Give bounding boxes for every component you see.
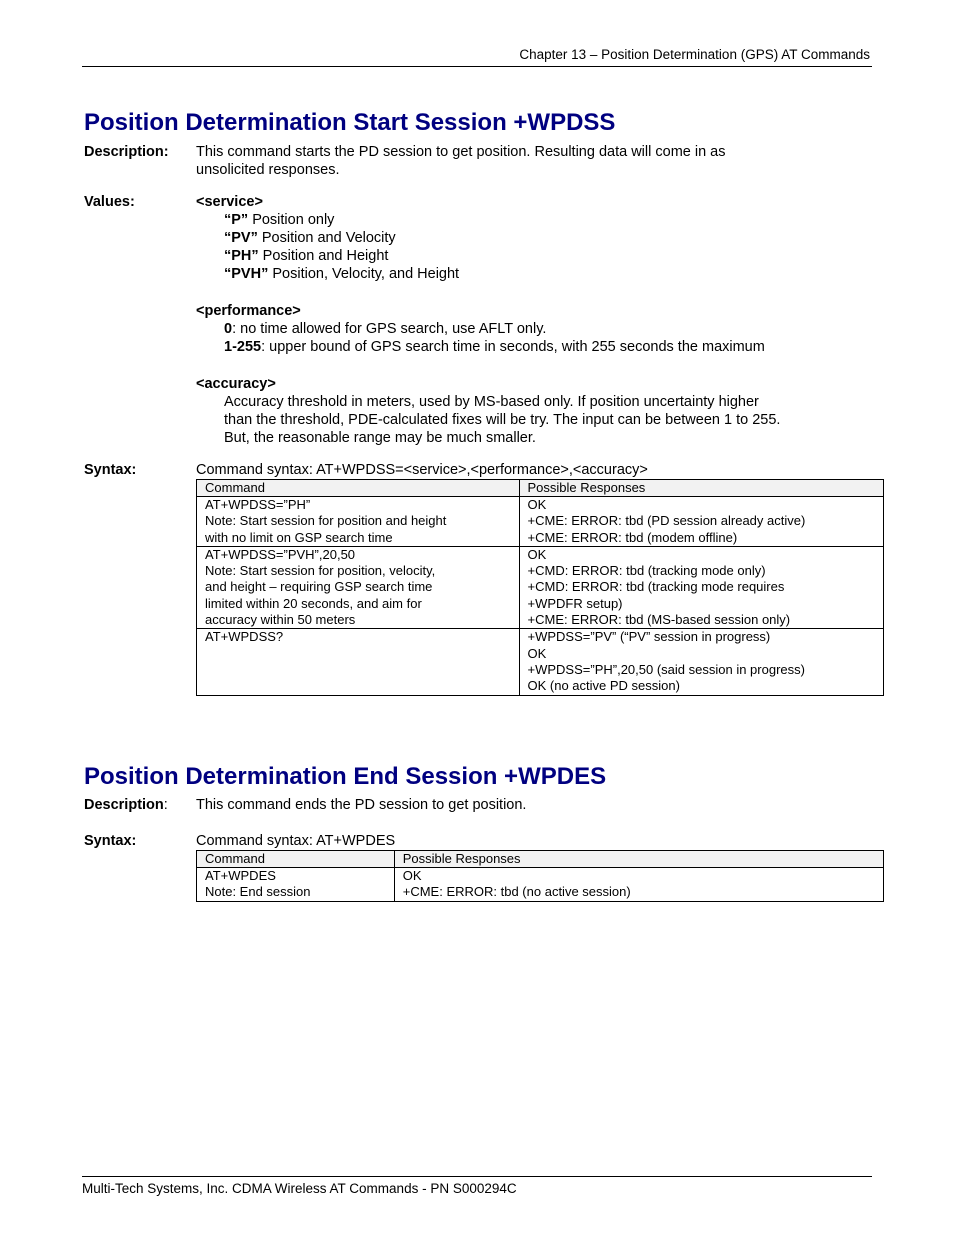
description-label-colon: : xyxy=(163,797,168,813)
wpdes-description: This command ends the PD session to get position. xyxy=(196,797,527,813)
table-row xyxy=(197,546,884,628)
service-desc: Position and Height xyxy=(258,248,389,264)
wpdes-title: Position Determination End Session +WPDES xyxy=(84,763,607,790)
cell-line: +CME: ERROR: tbd (MS-based session only) xyxy=(527,612,791,628)
response-cell xyxy=(519,546,883,628)
table-row xyxy=(197,497,884,547)
cell-line: with no limit on GSP search time xyxy=(205,529,393,545)
service-header: <service> xyxy=(196,194,263,210)
footer-text: Multi-Tech Systems, Inc. CDMA Wireless AT Commands - PN S000294C xyxy=(82,1181,517,1196)
cell-line: AT+WPDES xyxy=(205,868,276,883)
cell-line: Note: Start session for position, velocity, xyxy=(205,563,436,579)
description-line: unsolicited responses. xyxy=(196,162,340,178)
cell-line: +WPDSS=”PV” (“PV” session in progress) xyxy=(527,629,771,645)
cell-line: OK xyxy=(527,645,547,661)
cell-line: +CMD: ERROR: tbd (tracking mode only) xyxy=(527,563,766,579)
service-item xyxy=(196,265,459,283)
wpdes-command-table xyxy=(196,850,884,902)
wpdss-title: Position Determination Start Session +WPDSS xyxy=(84,109,616,136)
performance-desc: : upper bound of GPS search time in seconds, with 255 seconds the maximum xyxy=(261,339,765,355)
description-label-text: Description xyxy=(84,797,164,813)
command-cell xyxy=(197,629,520,695)
cell-line: accuracy within 50 meters xyxy=(205,612,356,628)
cell-line: +CME: ERROR: tbd (PD session already active) xyxy=(527,513,806,529)
cell-line: AT+WPDSS=”PVH”,20,50 xyxy=(205,546,356,562)
table-row xyxy=(197,868,884,902)
cell-line: AT+WPDSS? xyxy=(205,629,284,645)
service-item xyxy=(196,247,459,265)
column-header: Possible Responses xyxy=(394,851,883,868)
cell-line: Note: End session xyxy=(205,884,311,900)
service-desc: Position only xyxy=(248,212,335,228)
service-item xyxy=(196,211,459,229)
service-code: “PVH” xyxy=(224,266,269,282)
wpdss-performance xyxy=(196,302,765,356)
description-line: This command starts the PD session to get position. Resulting data will come in as xyxy=(196,144,726,160)
page-footer xyxy=(82,1176,872,1196)
accuracy-header: <accuracy> xyxy=(196,376,276,392)
service-code: “PV” xyxy=(224,230,258,246)
cell-line: OK xyxy=(527,546,547,562)
response-cell xyxy=(519,629,883,695)
command-cell xyxy=(197,497,520,547)
accuracy-line: But, the reasonable range may be much smaller. xyxy=(224,430,536,446)
chapter-title: Chapter 13 – Position Determination (GPS) AT Commands xyxy=(519,47,870,62)
service-item xyxy=(196,229,459,247)
table-header-row xyxy=(197,480,884,497)
wpdss-syntax: Command syntax: AT+WPDSS=<service>,<performance>,<accuracy> xyxy=(196,462,648,478)
wpdss-syntax-label: Syntax: xyxy=(84,462,137,478)
accuracy-line: Accuracy threshold in meters, used by MS-based only. If position uncertainty higher xyxy=(224,394,759,410)
service-code: “P” xyxy=(224,212,249,228)
wpdss-values-label: Values: xyxy=(84,194,135,210)
cell-line: +CME: ERROR: tbd (no active session) xyxy=(402,884,631,900)
cell-line: +CMD: ERROR: tbd (tracking mode requires xyxy=(527,579,785,595)
performance-code: 1-255 xyxy=(224,339,262,355)
performance-header: <performance> xyxy=(196,303,301,319)
table-row xyxy=(197,629,884,695)
cell-line: +CME: ERROR: tbd (modem offline) xyxy=(527,529,738,545)
performance-item xyxy=(196,338,765,356)
command-cell xyxy=(197,868,395,902)
cell-line: OK xyxy=(402,868,422,883)
column-header: Possible Responses xyxy=(519,480,883,497)
wpdes-syntax: Command syntax: AT+WPDES xyxy=(196,833,396,849)
column-header: Command xyxy=(197,480,520,497)
wpdes-description-label xyxy=(84,797,168,813)
response-cell xyxy=(519,497,883,547)
accuracy-line: than the threshold, PDE-calculated fixes will be try. The input can be between 1 to 255. xyxy=(224,412,781,428)
cell-line: OK (no active PD session) xyxy=(527,678,680,694)
cell-line: and height – requiring GSP search time xyxy=(205,579,433,595)
performance-code: 0 xyxy=(224,321,233,337)
cell-line: +WPDSS=”PH”,20,50 (said session in progress) xyxy=(527,661,805,677)
page-header xyxy=(82,47,872,67)
service-desc: Position, Velocity, and Height xyxy=(268,266,460,282)
column-header: Command xyxy=(197,851,395,868)
wpdss-values xyxy=(196,193,459,283)
wpdss-accuracy xyxy=(196,375,780,447)
performance-item xyxy=(196,320,765,338)
performance-desc: : no time allowed for GPS search, use AFLT only. xyxy=(232,321,547,337)
cell-line: Note: Start session for position and height xyxy=(205,513,447,529)
wpdes-syntax-label: Syntax: xyxy=(84,833,137,849)
table-header-row xyxy=(197,851,884,868)
cell-line: OK xyxy=(527,497,547,512)
response-cell xyxy=(394,868,883,902)
service-code: “PH” xyxy=(224,248,259,264)
wpdss-description-label: Description: xyxy=(84,144,169,160)
cell-line: AT+WPDSS=”PH” xyxy=(205,497,311,512)
cell-line: limited within 20 seconds, and aim for xyxy=(205,595,422,611)
service-desc: Position and Velocity xyxy=(257,230,396,246)
cell-line: +WPDFR setup) xyxy=(527,595,623,611)
wpdss-command-table xyxy=(196,479,884,696)
command-cell xyxy=(197,546,520,628)
wpdss-description xyxy=(196,143,726,179)
